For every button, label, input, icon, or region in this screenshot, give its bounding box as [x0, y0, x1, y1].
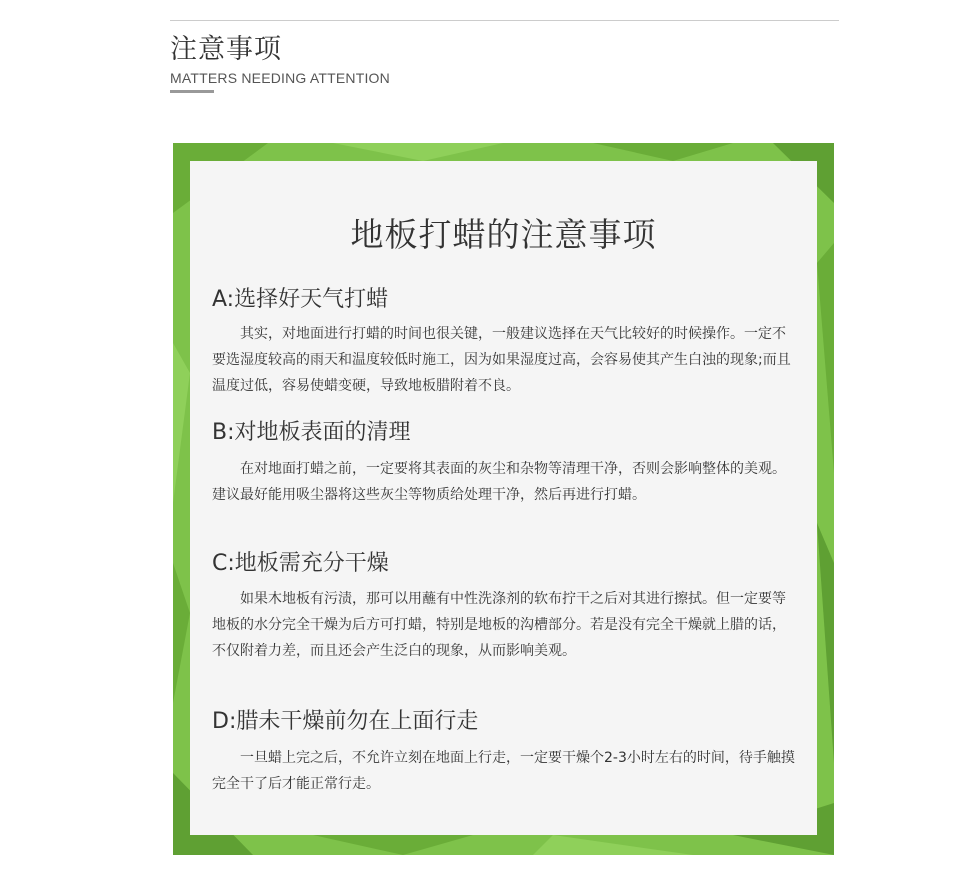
- item-c-heading: C:地板需充分干燥: [212, 551, 389, 576]
- item-a-text: 其实，对地面进行打蜡的时间也很关键，一般建议选择在天气比较好的时候操作。一定不要选湿度较高的雨天和温度较低时施工，因为如果湿度过高，会容易使其产生白浊的现象;而且温度过低，容易使蜡变硬，导致地板腊附着不良。: [212, 326, 791, 394]
- content-card: [190, 161, 817, 835]
- item-d-text: 一旦蜡上完之后，不允许立刻在地面上行走，一定要干燥个2-3小时左右的时间，待手触摸完全干了后才能正常行走。: [212, 750, 795, 792]
- item-d-heading: D:腊未干燥前勿在上面行走: [212, 709, 479, 734]
- section-subtitle: MATTERS NEEDING ATTENTION: [170, 70, 390, 86]
- item-a-heading: A:选择好天气打蜡: [212, 287, 389, 312]
- top-divider: [170, 20, 839, 21]
- item-c-text: 如果木地板有污渍，那可以用蘸有中性洗涤剂的软布拧干之后对其进行擦拭。但一定要等地板的水分完全干燥为后方可打蜡，特别是地板的沟槽部分。若是没有完全干燥就上腊的话，不仅附着力差，而且还会产生泛白的现象，从而影响美观。: [212, 591, 786, 659]
- item-b-text: 在对地面打蜡之前，一定要将其表面的灰尘和杂物等清理干净，否则会影响整体的美观。建议最好能用吸尘器将这些灰尘等物质给处理干净，然后再进行打蜡。: [212, 461, 786, 503]
- item-b-heading: B:对地板表面的清理: [212, 420, 411, 445]
- section-title: 注意事项: [170, 34, 282, 65]
- green-frame: [173, 143, 834, 855]
- card-title: 地板打蜡的注意事项: [350, 215, 657, 254]
- section-title-underline: [170, 90, 214, 93]
